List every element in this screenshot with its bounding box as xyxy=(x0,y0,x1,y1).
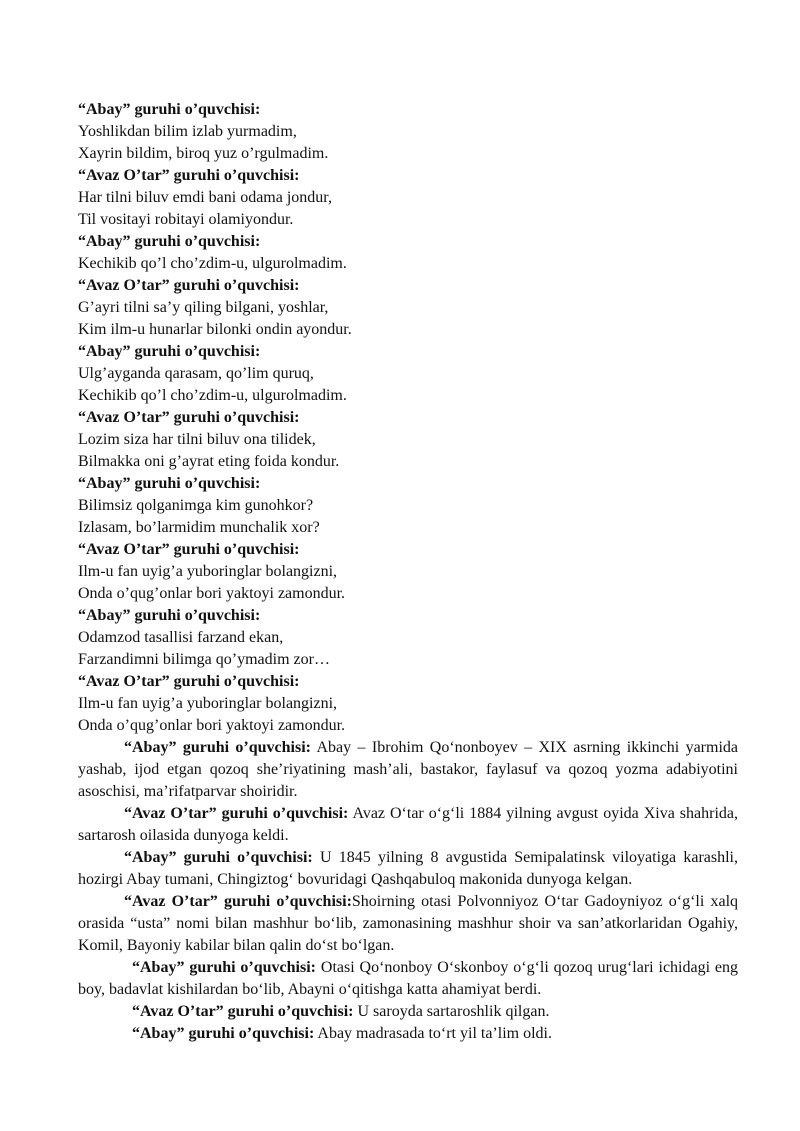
speaker-label: “Avaz O’tar” guruhi o’quvchisi: xyxy=(78,409,300,426)
dialogue-section xyxy=(78,99,738,737)
speaker-label: “Avaz O’tar” guruhi o’quvchisi: xyxy=(124,893,352,910)
verse-line: Onda o’qug’onlar bori yaktoyi zamondur. xyxy=(78,585,346,602)
verse-line: Izlasam, bo’larmidim munchalik xor? xyxy=(78,519,320,536)
prose-paragraph xyxy=(78,847,738,891)
prose-section xyxy=(78,737,738,1045)
verse-line: Ulg’ayganda qarasam, qo’lim quruq, xyxy=(78,365,314,382)
verse-line: Lozim siza har tilni biluv ona tilidek, xyxy=(78,431,316,448)
verse-line: Farzandimni bilimga qo’ymadim zor… xyxy=(78,651,330,668)
dialogue-block xyxy=(78,275,738,341)
dialogue-block xyxy=(78,165,738,231)
paragraph-text: Avaz O‘tar o‘g‘li 1884 yilning avgust oyida Xiva shahrida, sartarosh oilasida dunyoga keldi. xyxy=(78,805,739,844)
speaker-label: “Avaz O’tar” guruhi o’quvchisi: xyxy=(78,167,300,184)
prose-paragraph xyxy=(78,1023,738,1045)
paragraph-text: Shoirning otasi Polvonniyoz O‘tar Gadoyniyoz o‘g‘li xalq orasida “usta” nomi bilan mashhur bo‘lib, zamonasining mashhur shoir va san’atkorlaridan Ogahiy, Komil, Bayoniy kabilar bilan qalin do‘st bo‘lgan. xyxy=(78,893,739,954)
verse-line: G’ayri tilni sa’y qiling bilgani, yoshlar, xyxy=(78,299,329,316)
speaker-label: “Abay” guruhi o’quvchisi: xyxy=(124,739,311,756)
verse-line: Kechikib qo’l cho’zdim-u, ulgurolmadim. xyxy=(78,387,347,404)
prose-paragraph xyxy=(78,957,738,1001)
speaker-label: “Avaz O’tar” guruhi o’quvchisi: xyxy=(124,805,349,822)
verse-line: Til vositayi robitayi olamiyondur. xyxy=(78,211,294,228)
paragraph-text: Abay – Ibrohim Qo‘nonboyev – XIX asrning ikkinchi yarmida yashab, ijod etgan qozoq she’riyatining mash’ali, bastakor, faylasuf va qozoq yozma adabiyotini asoschisi, ma’rifatparvar shoiridir. xyxy=(78,739,739,800)
document-page xyxy=(78,99,738,1045)
speaker-label: “Abay” guruhi o’quvchisi: xyxy=(124,849,313,866)
prose-paragraph xyxy=(78,803,738,847)
prose-paragraph xyxy=(78,737,738,803)
speaker-label: “Abay” guruhi o’quvchisi: xyxy=(78,343,261,360)
paragraph-text: U 1845 yilning 8 avgustida Semipalatinsk viloyatiga karashli, hozirgi Abay tumani, Chingiztog‘ bovuridagi Qashqabuloq makonida dunyoga kelgan. xyxy=(78,849,739,888)
dialogue-block xyxy=(78,407,738,473)
dialogue-block xyxy=(78,341,738,407)
verse-line: Ilm-u fan uyig’a yuboringlar bolangizni, xyxy=(78,563,338,580)
paragraph-text: Abay madrasada to‘rt yil ta’lim oldi. xyxy=(314,1025,552,1042)
dialogue-block xyxy=(78,605,738,671)
verse-line: Onda o’qug’onlar bori yaktoyi zamondur. xyxy=(78,717,346,734)
verse-line: Bilmakka oni g’ayrat eting foida kondur. xyxy=(78,453,340,470)
dialogue-block xyxy=(78,671,738,737)
dialogue-block xyxy=(78,99,738,165)
speaker-label: “Abay” guruhi o’quvchisi: xyxy=(78,607,261,624)
speaker-label: “Avaz O’tar” guruhi o’quvchisi: xyxy=(78,673,300,690)
speaker-label: “Abay” guruhi o’quvchisi: xyxy=(132,1025,315,1042)
verse-line: Yoshlikdan bilim izlab yurmadim, xyxy=(78,123,297,140)
speaker-label: “Abay” guruhi o’quvchisi: xyxy=(78,233,261,250)
paragraph-text: U saroyda sartaroshlik qilgan. xyxy=(353,1003,550,1020)
verse-line: Odamzod tasallisi farzand ekan, xyxy=(78,629,284,646)
dialogue-block xyxy=(78,539,738,605)
paragraph-text: Otasi Qo‘nonboy O‘skonboy o‘g‘li qozoq urug‘lari ichidagi eng boy, badavlat kishilardan bo‘lib, Abayni o‘qitishga katta ahamiyat berdi. xyxy=(78,959,739,998)
verse-line: Xayrin bildim, biroq yuz o’rgulmadim. xyxy=(78,145,329,162)
dialogue-block xyxy=(78,473,738,539)
verse-line: Har tilni biluv emdi bani odama jondur, xyxy=(78,189,332,206)
speaker-label: “Avaz O’tar” guruhi o’quvchisi: xyxy=(78,541,300,558)
dialogue-block xyxy=(78,231,738,275)
speaker-label: “Abay” guruhi o’quvchisi: xyxy=(78,475,261,492)
speaker-label: “Avaz O’tar” guruhi o’quvchisi: xyxy=(78,277,300,294)
verse-line: Bilimsiz qolganimga kim gunohkor? xyxy=(78,497,314,514)
prose-paragraph xyxy=(78,891,738,957)
prose-paragraph xyxy=(78,1001,738,1023)
speaker-label: “Abay” guruhi o’quvchisi: xyxy=(132,959,317,976)
verse-line: Ilm-u fan uyig’a yuboringlar bolangizni, xyxy=(78,695,338,712)
verse-line: Kechikib qo’l cho’zdim-u, ulgurolmadim. xyxy=(78,255,347,272)
verse-line: Kim ilm-u hunarlar bilonki ondin ayondur. xyxy=(78,321,352,338)
speaker-label: “Avaz O’tar” guruhi o’quvchisi: xyxy=(132,1003,354,1020)
speaker-label: “Abay” guruhi o’quvchisi: xyxy=(78,101,261,118)
